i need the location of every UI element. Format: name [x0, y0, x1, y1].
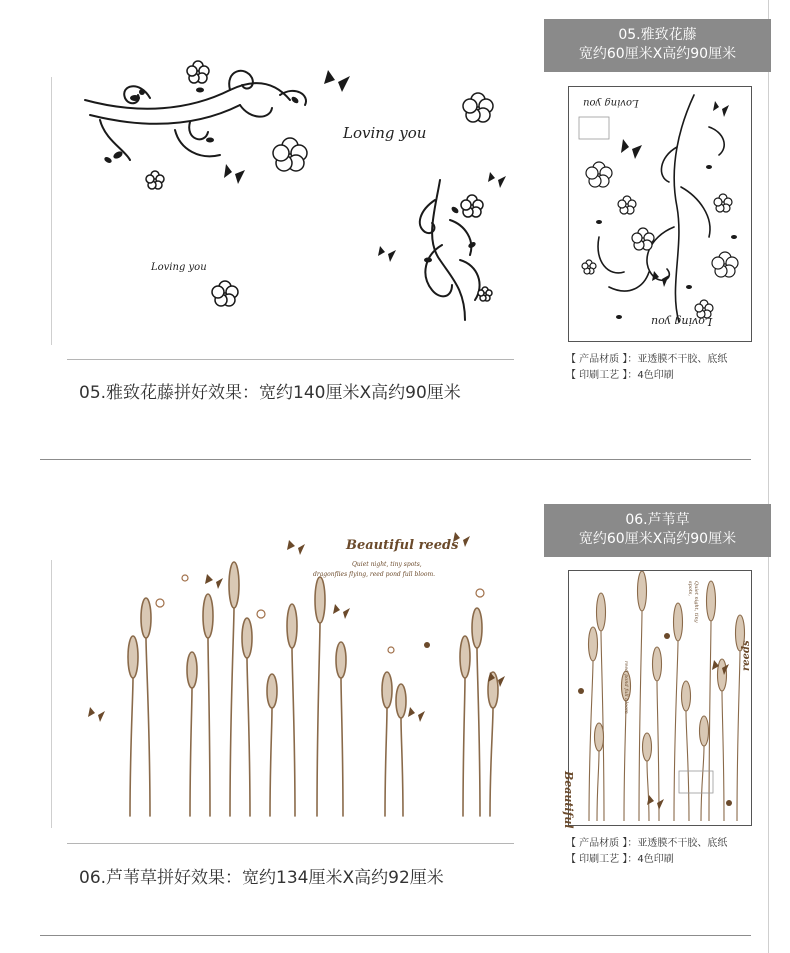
reed-stem [490, 708, 493, 816]
reed-stem [385, 708, 387, 816]
reed-stem [208, 638, 210, 816]
reed-head [597, 593, 606, 631]
reed-stem [657, 681, 659, 821]
reed-stem [686, 711, 689, 821]
spec-print: 【 印刷工艺 】：4色印刷 [566, 370, 674, 381]
product-title: 06.芦苇草 [625, 512, 690, 528]
reed-stem [230, 608, 234, 816]
reed-stem [722, 691, 724, 821]
reed-decal-illustration [85, 528, 515, 826]
product-size: 宽约60厘米X高约90厘米 [578, 531, 737, 547]
reed-stem [589, 661, 593, 821]
reed-stem [624, 701, 626, 821]
reed-head [718, 659, 727, 691]
reed-head [287, 604, 297, 648]
reed-stem [647, 761, 649, 821]
reed-stem [292, 648, 295, 816]
decal-script-text-small: Loving you [151, 262, 207, 273]
caption-divider [67, 843, 514, 844]
image-left-border [51, 77, 52, 345]
section-divider [40, 935, 751, 936]
reed-head [336, 642, 346, 678]
product-size: 宽约60厘米X高约90厘米 [578, 46, 737, 62]
product-caption: 05.雅致花藤拼好效果：宽约140厘米X高约90厘米 [79, 383, 461, 403]
reed-head [595, 723, 604, 751]
decal-sub-text-1: Quiet night, tiny spots, [352, 561, 422, 568]
image-left-border [51, 560, 52, 828]
reed-stem [597, 751, 599, 821]
reed-head [187, 652, 197, 688]
reed-stem [146, 638, 150, 816]
reed-head [589, 627, 598, 661]
reed-head [707, 581, 716, 621]
caption-divider [67, 359, 514, 360]
product-thumbnail [568, 86, 752, 342]
reed-stem [639, 611, 642, 821]
vine-sheet-illustration [569, 87, 751, 341]
reed-head [141, 598, 151, 638]
reed-head [315, 577, 325, 623]
reed-stem [190, 688, 192, 816]
reed-head [472, 608, 482, 648]
reed-stem [401, 718, 403, 816]
vine-decal-illustration [80, 60, 520, 345]
product-thumbnail [562, 570, 752, 829]
reed-head [460, 636, 470, 678]
section-divider [40, 459, 751, 460]
decal-script-text: Loving you [343, 124, 427, 142]
spec-material: 【 产品材质 】：亚透膜不干胶、底纸 [566, 354, 728, 365]
reed-stem [709, 621, 711, 821]
product-title-box [544, 504, 771, 557]
reed-stem [270, 708, 272, 816]
reed-stem [477, 648, 480, 816]
thumb-script-text-top: Loving you [583, 97, 639, 108]
reed-head [396, 684, 406, 718]
thumb-script-text-bottom: Loving you [651, 315, 713, 328]
reed-head [267, 674, 277, 708]
reed-stem [130, 678, 133, 816]
reed-sheet-illustration [569, 571, 751, 825]
reed-head [382, 672, 392, 708]
product-caption: 06.芦苇草拼好效果：宽约134厘米X高约92厘米 [79, 868, 444, 888]
reed-head [638, 571, 647, 611]
reed-head [682, 681, 691, 711]
reed-head [229, 562, 239, 608]
reed-stem [701, 746, 704, 821]
thumb-script-text-2: reeds [741, 640, 752, 671]
reed-head [203, 594, 213, 638]
thumb-script-text-4: reed pond full bloom [623, 661, 629, 714]
reed-stem [737, 651, 740, 821]
spec-print: 【 印刷工艺 】：4色印刷 [566, 854, 674, 865]
product-title-box [544, 19, 771, 72]
reed-stem [317, 623, 320, 816]
right-border-line [768, 0, 769, 953]
reed-stem [674, 641, 678, 821]
reed-head [653, 647, 662, 681]
decal-sub-text-2: dragonflies flying, reed pond full bloom. [313, 571, 436, 578]
reed-head [700, 716, 709, 746]
spec-material: 【 产品材质 】：亚透膜不干胶、底纸 [566, 838, 728, 849]
reed-head [242, 618, 252, 658]
reed-head [128, 636, 138, 678]
decal-title-text: Beautiful reeds [346, 538, 459, 553]
reed-head [643, 733, 652, 761]
reed-stem [463, 678, 465, 816]
reed-stem [247, 658, 250, 816]
thumb-script-text-3: Quiet night, tiny spots, [687, 581, 699, 623]
reed-head [674, 603, 683, 641]
product-title: 05.雅致花藤 [618, 27, 697, 43]
thumb-script-text-1: Beautiful [562, 771, 575, 829]
reed-stem [341, 678, 343, 816]
